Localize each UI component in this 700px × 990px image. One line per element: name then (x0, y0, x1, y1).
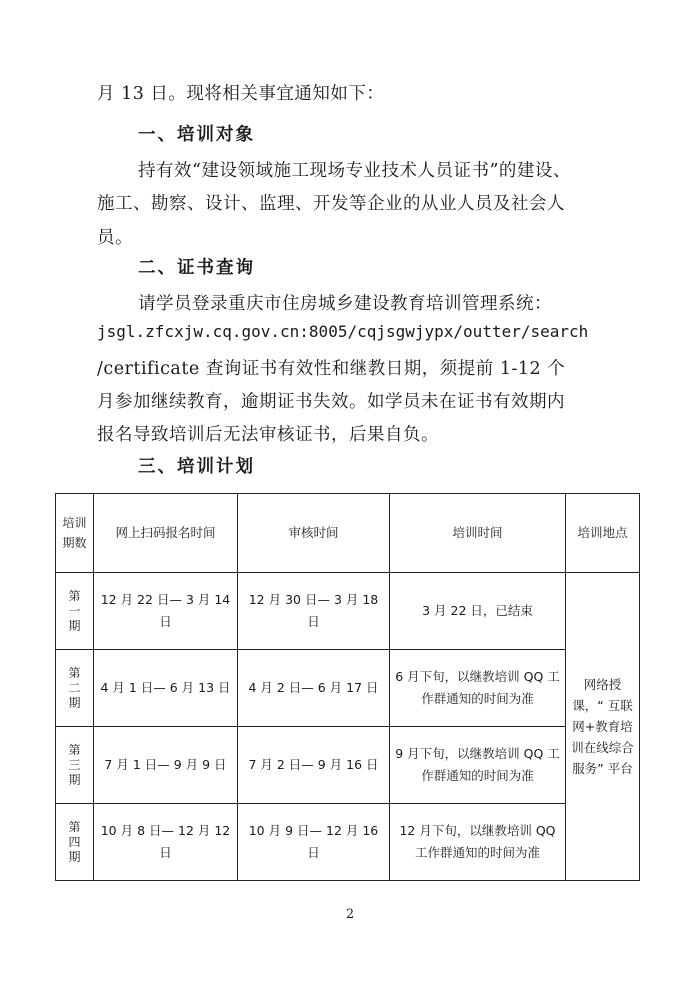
section2-line-4: 月参加继续教育，逾期证书失效。如学员未在证书有效期内 (97, 392, 565, 412)
review-cell: 7 月 2 日— 9 月 16 日 (238, 727, 390, 804)
header-signup-time: 网上扫码报名时间 (94, 494, 238, 573)
signup-cell: 7 月 1 日— 9 月 9 日 (94, 727, 238, 804)
table-row (56, 650, 640, 727)
intro-line: 月 13 日。现将相关事宜通知如下： (97, 84, 385, 104)
period-cell: 第四期 (56, 804, 94, 881)
training-cell: 3 月 22 日，已结束 (390, 573, 566, 650)
section1-line-1: 持有效“建设领域施工现场专业技术人员证书”的建设、 (138, 161, 571, 181)
page-number: 2 (345, 907, 355, 922)
section2-heading: 二、证书查询 (138, 258, 255, 278)
header-period: 培训期数 (56, 494, 94, 573)
period-cell: 第三期 (56, 727, 94, 804)
header-review-time: 审核时间 (238, 494, 390, 573)
certificate-query-url-line-1: jsgl.zfcxjw.cq.gov.cn:8005/cqjsgwjypx/outter/search (97, 322, 589, 341)
period-cell: 第二期 (56, 650, 94, 727)
table-row (56, 727, 640, 804)
signup-cell: 4 月 1 日— 6 月 13 日 (94, 650, 238, 727)
training-cell: 12 月下旬，以继教培训 QQ 工作群通知的时间为准 (390, 804, 566, 881)
signup-cell: 12 月 22 日— 3 月 14 日 (94, 573, 238, 650)
review-cell: 4 月 2 日— 6 月 17 日 (238, 650, 390, 727)
section2-line-1: 请学员登录重庆市住房城乡建设教育培训管理系统： (138, 294, 552, 314)
header-training-location: 培训地点 (566, 494, 640, 573)
table-row (56, 573, 640, 650)
header-training-time: 培训时间 (390, 494, 566, 573)
review-cell: 12 月 30 日— 3 月 18 日 (238, 573, 390, 650)
section3-heading: 三、培训计划 (138, 457, 255, 477)
training-cell: 6 月下旬，以继教培训 QQ 工作群通知的时间为准 (390, 650, 566, 727)
section1-line-2: 施工、勘察、设计、监理、开发等企业的从业人员及社会人 (97, 194, 565, 214)
section1-heading: 一、培训对象 (138, 125, 255, 145)
training-cell: 9 月下旬，以继教培训 QQ 工作群通知的时间为准 (390, 727, 566, 804)
table-row (56, 804, 640, 881)
period-cell: 第一期 (56, 573, 94, 650)
section1-line-3: 员。 (97, 228, 133, 248)
training-plan-table (55, 493, 640, 881)
section2-line-3: /certificate 查询证书有效性和继教日期，须提前 1-12 个 (97, 359, 566, 379)
section2-line-5: 报名导致培训后无法审核证书，后果自负。 (97, 425, 439, 445)
table-header-row (56, 494, 640, 573)
review-cell: 10 月 9 日— 12 月 16 日 (238, 804, 390, 881)
location-cell: 网络授课，“ 互联网+教育培训在线综合服务” 平台 (566, 573, 640, 881)
signup-cell: 10 月 8 日— 12 月 12 日 (94, 804, 238, 881)
